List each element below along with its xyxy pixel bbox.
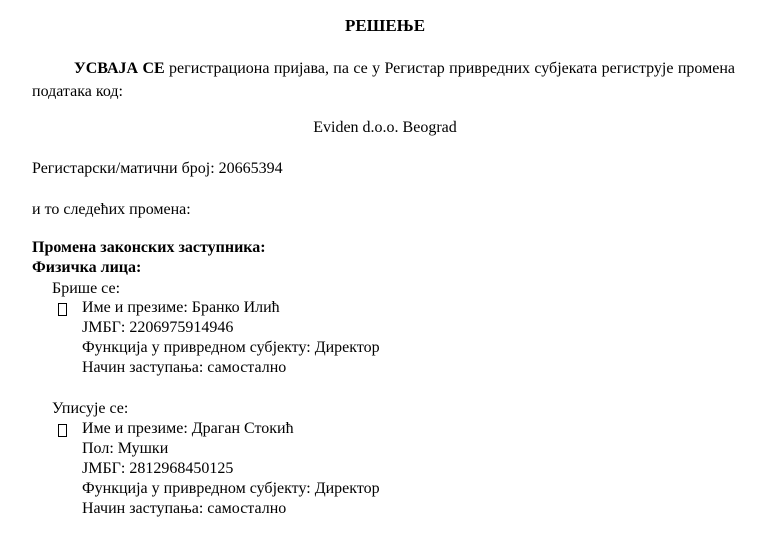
bullet-box-icon (58, 424, 67, 437)
removed-line: Начин заступања: самостално (82, 359, 287, 376)
changes-intro: и то следећих промена: (32, 201, 191, 218)
removed-label: Брише се: (52, 280, 121, 297)
registration-number: Регистарски/матични број: 20665394 (32, 160, 283, 177)
added-line: ЈМБГ: 2812968450125 (82, 460, 234, 477)
removed-line: Име и презиме: Бранко Илић (82, 299, 280, 316)
bullet-box-icon (58, 303, 67, 316)
added-line: Име и презиме: Драган Стокић (82, 420, 294, 437)
intro-bold-phrase: УСВАЈА СЕ (74, 60, 165, 77)
company-name: Eviden d.o.o. Beograd (313, 119, 457, 136)
added-label: Уписује се: (52, 400, 129, 417)
added-line: Начин заступања: самостално (82, 500, 287, 517)
added-line: Пол: Мушки (82, 440, 169, 457)
intro-paragraph (32, 57, 735, 103)
added-line: Функција у привредном субјекту: Директор (82, 480, 380, 497)
document-title: РЕШЕЊЕ (344, 16, 426, 35)
removed-line: Функција у привредном субјекту: Директор (82, 339, 380, 356)
removed-line: ЈМБГ: 2206975914946 (82, 319, 234, 336)
section-heading: Промена законских заступника: (32, 239, 266, 256)
intro-text: регистрациона пријава, па се у Регистар привредних субјеката региструје промена података код: (32, 60, 735, 100)
subsection-heading: Физичка лица: (32, 259, 142, 276)
